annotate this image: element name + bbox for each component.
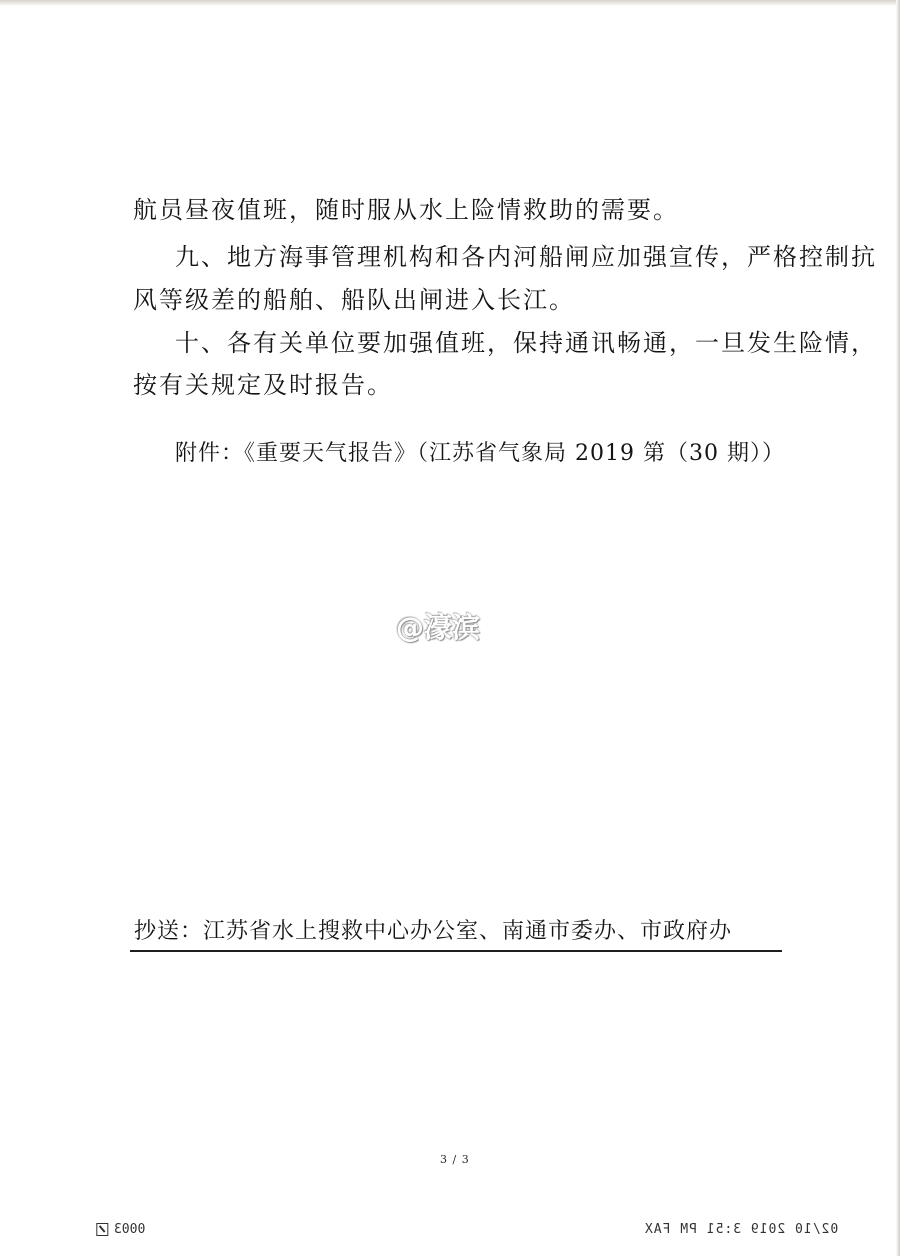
body-line-5: 按有关规定及时报告。 <box>133 371 393 399</box>
fax-page-count <box>96 1222 145 1237</box>
scan-right-edge <box>896 0 900 1256</box>
attachment-line: 附件：《重要天气报告》（江苏省气象局 2019 第（30 期）） <box>175 441 785 466</box>
scan-top-edge <box>0 0 900 6</box>
body-line-4: 十、各有关单位要加强值班，保持通讯畅通，一旦发生险情， <box>175 329 877 357</box>
watermark: @濠滨 <box>396 611 481 644</box>
cc-underline <box>130 950 782 952</box>
body-line-2: 九、地方海事管理机构和各内河船闸应加强宣传，严格控制抗 <box>175 243 877 271</box>
fax-footer <box>0 1222 900 1246</box>
pen-icon <box>96 1223 108 1236</box>
fax-timestamp: 02/10 2019 3:51 PM FAX <box>643 1222 838 1237</box>
cc-recipients: 抄送：江苏省水上搜救中心办公室、南通市委办、市政府办 <box>134 919 733 944</box>
page-number: 3 / 3 <box>440 1153 470 1166</box>
body-line-1: 航员昼夜值班，随时服从水上险情救助的需要。 <box>133 196 679 224</box>
body-line-3: 风等级差的船舶、船队出闸进入长江。 <box>133 286 575 314</box>
cc-block <box>130 912 780 952</box>
fax-page-count-text: 0003 <box>114 1222 146 1237</box>
